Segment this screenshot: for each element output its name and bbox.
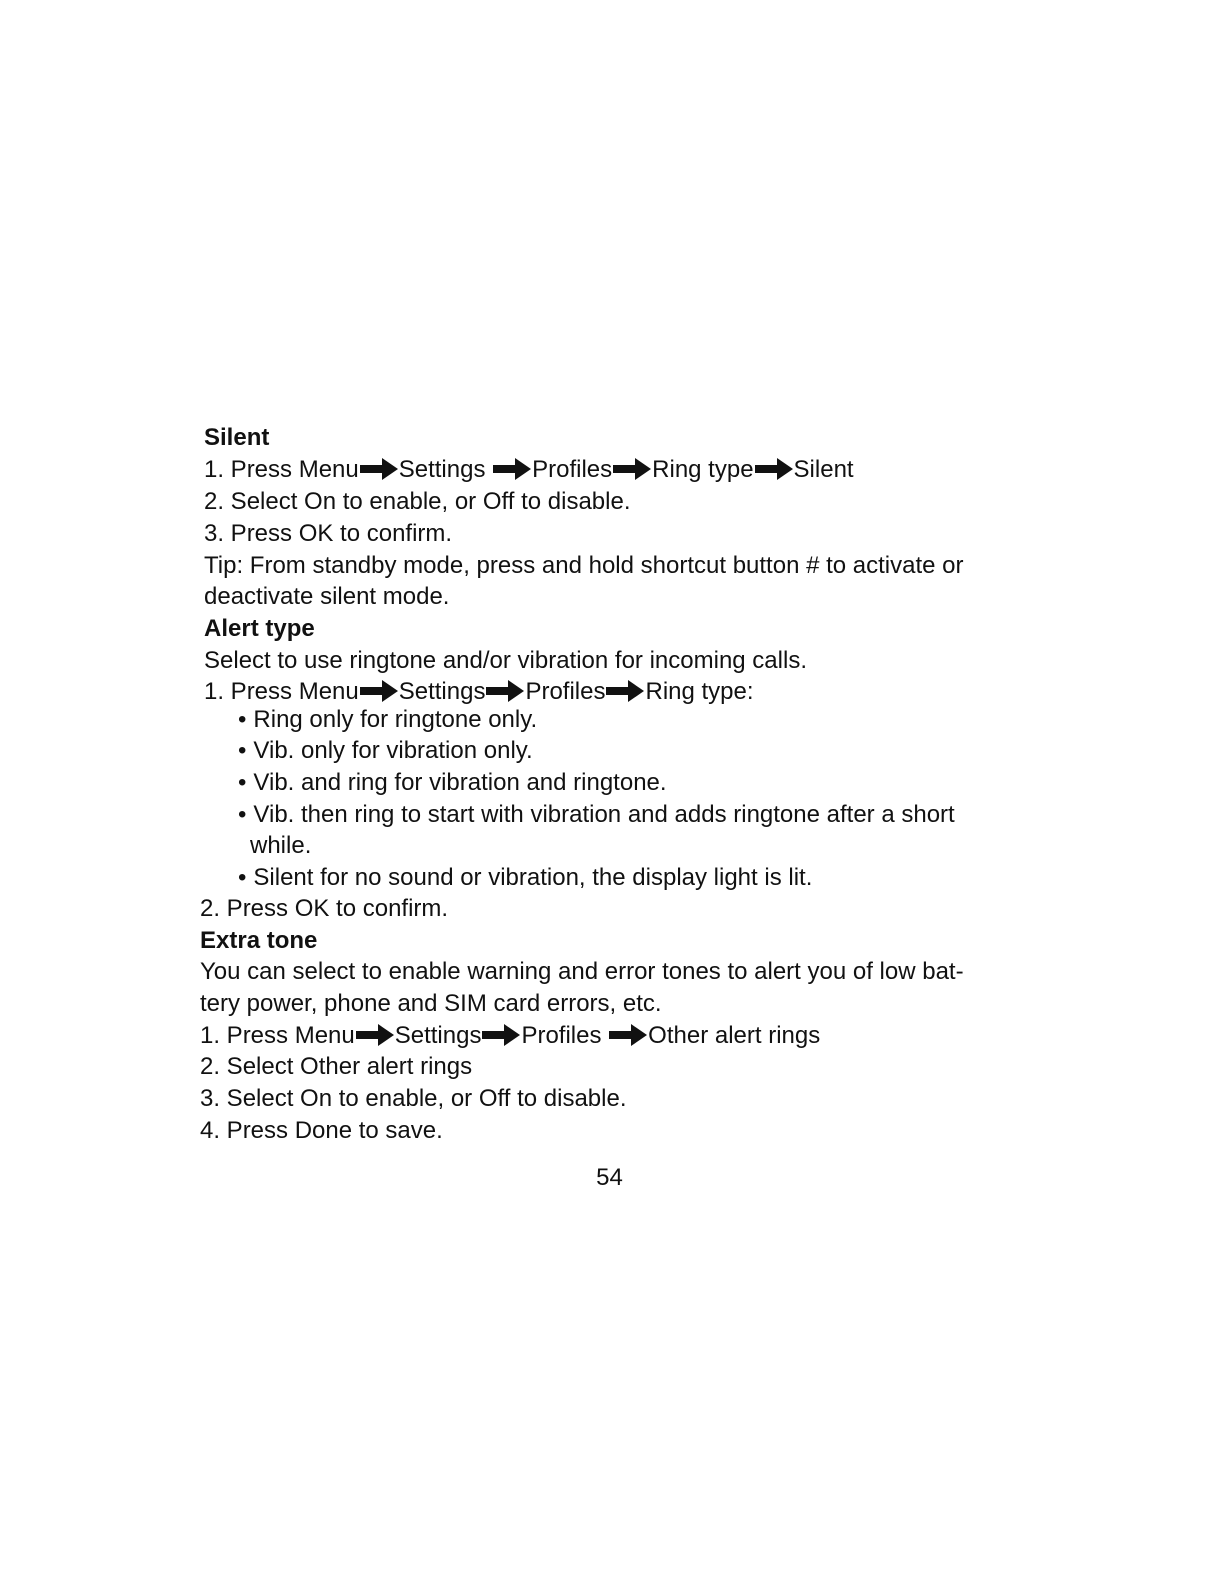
list-item-text: Vib. and ring for vibration and ringtone. <box>253 769 667 796</box>
right-arrow-icon <box>360 680 398 702</box>
right-arrow-icon <box>493 458 531 480</box>
menu-path-item: Settings <box>398 456 486 483</box>
extra-tone-step-2: 2. Select Other alert rings <box>200 1053 473 1080</box>
list-item <box>238 735 533 767</box>
list-item <box>238 862 812 894</box>
menu-path-item: Profiles <box>525 678 606 705</box>
list-item-continuation: while. <box>250 832 312 859</box>
extra-tone-step-4: 4. Press Done to save. <box>200 1117 443 1144</box>
bullet-icon: • <box>238 706 247 733</box>
list-item-text: Vib. only for vibration only. <box>253 737 533 764</box>
menu-path-item: Ring type: <box>645 678 754 705</box>
list-item <box>238 704 537 736</box>
right-arrow-icon <box>486 680 524 702</box>
bullet-icon: • <box>238 864 247 891</box>
menu-path-item: Ring type <box>652 456 754 483</box>
silent-tip-line-2: deactivate silent mode. <box>204 583 450 610</box>
bullet-icon: • <box>238 769 247 796</box>
right-arrow-icon <box>360 458 398 480</box>
menu-path-item: Settings <box>398 678 486 705</box>
list-item-text: Vib. then ring to start with vibration and adds ringtone after a short <box>253 801 955 828</box>
step-text: 1. Press Menu <box>204 678 359 705</box>
menu-path-item: Profiles <box>521 1022 602 1049</box>
extra-tone-intro-line-2: tery power, phone and SIM card errors, etc. <box>200 990 662 1017</box>
section-heading-extra-tone: Extra tone <box>200 927 318 954</box>
bullet-icon: • <box>238 801 247 828</box>
right-arrow-icon <box>755 458 793 480</box>
menu-path-item: Settings <box>394 1022 482 1049</box>
silent-step-1 <box>204 454 854 486</box>
menu-path-item: Silent <box>793 456 854 483</box>
section-heading-silent: Silent <box>204 424 270 451</box>
alert-type-step-2: 2. Press OK to confirm. <box>200 895 449 922</box>
extra-tone-step-1 <box>200 1020 820 1052</box>
menu-path-item: Other alert rings <box>648 1022 821 1049</box>
list-item <box>238 767 667 799</box>
silent-step-3: 3. Press OK to confirm. <box>204 520 453 547</box>
list-item <box>238 799 955 831</box>
bullet-icon: • <box>238 737 247 764</box>
step-text: 1. Press Menu <box>200 1022 355 1049</box>
right-arrow-icon <box>613 458 651 480</box>
section-heading-alert-type: Alert type <box>204 615 315 642</box>
page-number: 54 <box>596 1164 623 1191</box>
step-text: 1. Press Menu <box>204 456 359 483</box>
silent-step-2: 2. Select On to enable, or Off to disable. <box>204 488 631 515</box>
silent-tip-line-1: Tip: From standby mode, press and hold shortcut button # to activate or <box>204 552 964 579</box>
right-arrow-icon <box>356 1024 394 1046</box>
alert-type-intro: Select to use ringtone and/or vibration for incoming calls. <box>204 647 807 674</box>
right-arrow-icon <box>609 1024 647 1046</box>
list-item-text: Silent for no sound or vibration, the display light is lit. <box>253 864 813 891</box>
menu-path-item: Profiles <box>532 456 613 483</box>
list-item-text: Ring only for ringtone only. <box>253 706 538 733</box>
extra-tone-step-3: 3. Select On to enable, or Off to disable. <box>200 1085 627 1112</box>
extra-tone-intro-line-1: You can select to enable warning and error tones to alert you of low bat- <box>200 958 964 985</box>
right-arrow-icon <box>606 680 644 702</box>
right-arrow-icon <box>482 1024 520 1046</box>
